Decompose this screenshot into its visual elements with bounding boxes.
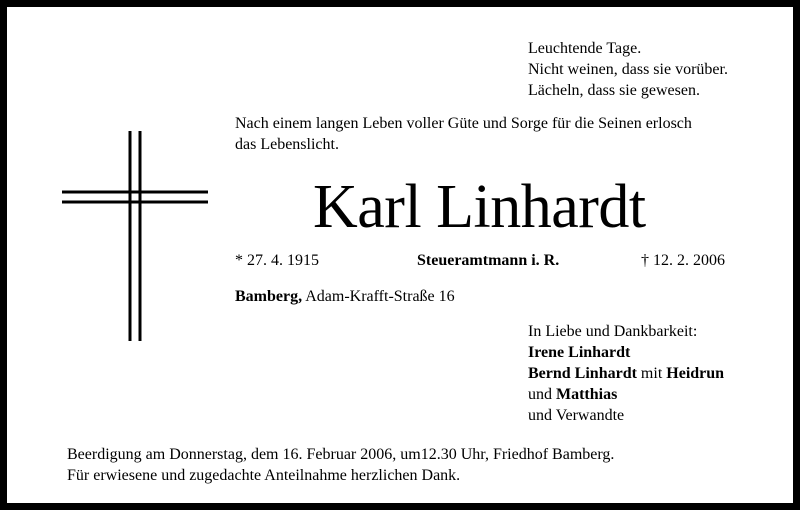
mourner-connector: und — [528, 386, 556, 403]
mourner-line — [528, 384, 724, 405]
address-street: Adam-Krafft-Straße 16 — [302, 288, 455, 305]
death-date: † 12. 2. 2006 — [641, 252, 725, 269]
mourner-connector: mit — [636, 365, 667, 382]
mourners — [528, 321, 724, 426]
mourner-line — [528, 363, 724, 384]
poem-line: Leuchtende Tage. — [528, 40, 642, 57]
address-city: Bamberg, — [235, 288, 303, 305]
deceased-title: Steueramtmann i. R. — [417, 252, 560, 269]
intro-line: Nach einem langen Leben voller Güte und Sorge für die Seinen erlosch — [235, 115, 692, 132]
footer-line: Beerdigung am Donnerstag, dem 16. Februar 2006, um12.30 Uhr, Friedhof Bamberg. — [67, 446, 615, 463]
mourner-name: Matthias — [556, 386, 618, 403]
poem-line: Nicht weinen, dass sie vorüber. — [528, 61, 728, 78]
cross-icon — [62, 131, 208, 341]
funeral-info — [67, 444, 614, 486]
address — [235, 286, 455, 307]
poem-line: Lächeln, dass sie gewesen. — [528, 82, 700, 99]
mourners-intro: In Liebe und Dankbarkeit: — [528, 323, 698, 340]
mourner-relatives: und Verwandte — [528, 407, 625, 424]
poem — [528, 38, 728, 101]
deceased-name: Karl Linhardt — [313, 173, 646, 241]
mourner-name: Bernd Linhardt — [528, 365, 637, 382]
intro-text — [235, 113, 692, 155]
intro-line: das Lebenslicht. — [235, 136, 339, 153]
footer-line: Für erwiesene und zugedachte Anteilnahme herzlichen Dank. — [67, 467, 461, 484]
mourner-name: Irene Linhardt — [528, 344, 631, 361]
mourner-name: Heidrun — [666, 365, 725, 382]
birth-date: * 27. 4. 1915 — [235, 252, 319, 269]
